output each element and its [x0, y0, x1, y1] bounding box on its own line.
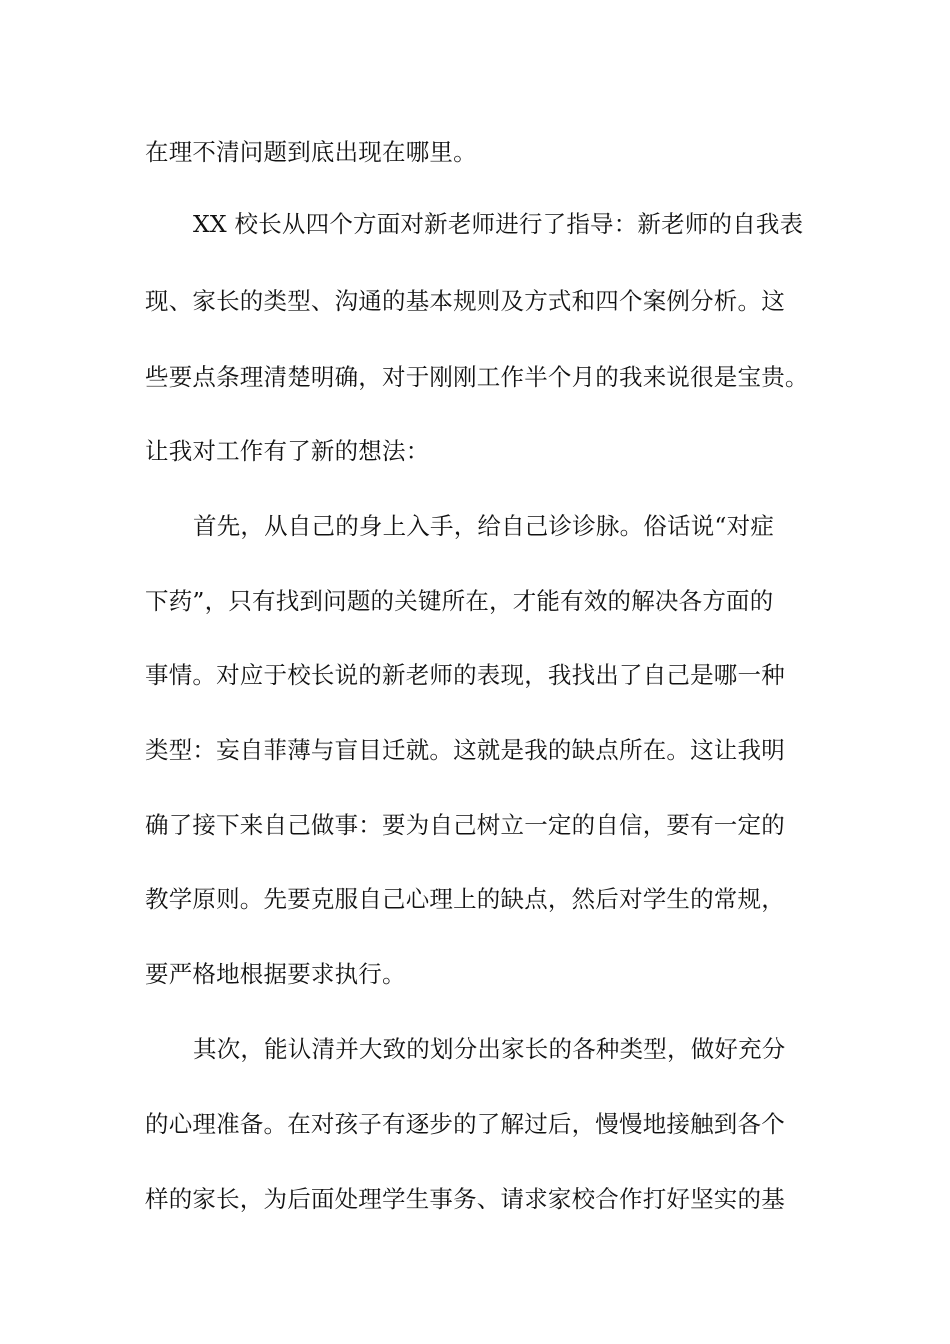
- text-line: 下药”，只有找到问题的关键所在，才能有效的解决各方面的: [145, 587, 774, 615]
- paragraph-first-line: 其次，能认清并大致的划分出家长的各种类型，做好充分: [193, 1035, 786, 1063]
- text-line: 现、家长的类型、沟通的基本规则及方式和四个案例分析。这: [145, 287, 785, 315]
- text-line: 些要点条理清楚明确，对于刚刚工作半个月的我来说很是宝贵。: [145, 363, 809, 391]
- text-line: 要严格地根据要求执行。: [145, 960, 406, 988]
- paragraph-first-line: 首先，从自己的身上入手，给自己诊诊脉。俗话说“对症: [193, 512, 775, 540]
- text-line: 教学原则。先要克服自己心理上的缺点，然后对学生的常规，: [145, 885, 785, 913]
- text-line: 确了接下来自己做事：要为自己树立一定的自信，要有一定的: [145, 811, 785, 839]
- paragraph-first-line: XX 校长从四个方面对新老师进行了指导：新老师的自我表: [193, 210, 804, 238]
- text-line: 让我对工作有了新的想法：: [145, 437, 430, 465]
- text-line: 类型：妄自菲薄与盲目迁就。这就是我的缺点所在。这让我明: [145, 736, 785, 764]
- text-line: 事情。对应于校长说的新老师的表现，我找出了自己是哪一种: [145, 661, 785, 689]
- text-line: 在理不清问题到底出现在哪里。: [145, 138, 477, 166]
- text-line: 样的家长，为后面处理学生事务、请求家校合作打好坚实的基: [145, 1185, 785, 1213]
- text-line: 的心理准备。在对孩子有逐步的了解过后，慢慢地接触到各个: [145, 1110, 785, 1138]
